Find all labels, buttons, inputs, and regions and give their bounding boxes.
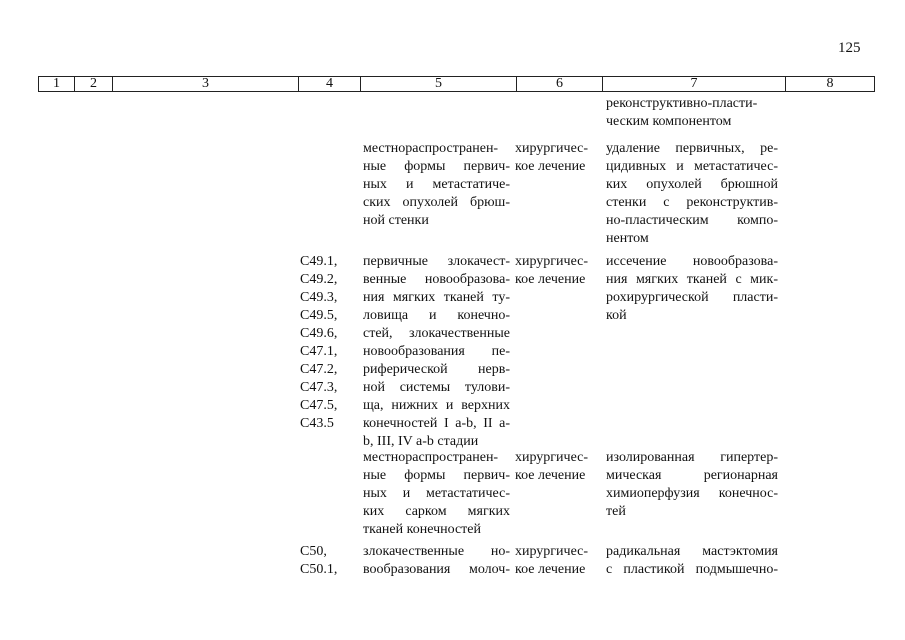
- header-col-1: 1: [39, 77, 75, 91]
- row-2-icd-codes: C49.1, C49.2, C49.3, C49.5, C49.6, C47.1, C47.2, C47.3, C47.5, C43.5: [300, 254, 338, 431]
- row-1-treatment-type: хирургичес- кое лечение: [515, 141, 589, 174]
- row-3-treatment-method: изолированная гипертер- мическая регионарная химиоперфузия конечнос- тей: [606, 450, 778, 519]
- row-4-treatment-method: радикальная мастэктомия с пластикой подмышечно-: [606, 544, 778, 577]
- header-col-6: 6: [517, 77, 603, 91]
- page-number: 125: [838, 40, 861, 56]
- row-4-diagnosis: злокачественные но- вообразования молоч-: [363, 544, 510, 577]
- row-2-diagnosis: первичные злокачест- венные новообразова- ния мягких тканей ту- ловища и конечно- стей, злокачественные новообразования пе- риферической нерв- ной системы тулови- ща, нижних и верхних конечностей I a-b, II a- b, III, IV a-b стадии: [363, 254, 510, 449]
- row-3-diagnosis: местнораспространен- ные формы первич- ных и метастатичес- ких сарком мягких тканей конечностей: [363, 450, 510, 537]
- row-4-icd-codes: C50, C50.1,: [300, 544, 338, 577]
- row-4-treatment-type: хирургичес- кое лечение: [515, 544, 589, 577]
- header-col-8: 8: [826, 76, 834, 91]
- table-header: [38, 76, 875, 92]
- header-col-7: 7: [603, 77, 786, 91]
- row-2-treatment-method: иссечение новообразова- ния мягких тканей с мик- рохирургической пласти- кой: [606, 254, 778, 323]
- header-col-5: 5: [361, 77, 517, 91]
- header-col-4: 4: [299, 77, 361, 91]
- row-3-treatment-type: хирургичес- кое лечение: [515, 450, 589, 483]
- row-2-treatment-type: хирургичес- кое лечение: [515, 254, 589, 287]
- header-col-2: 2: [75, 77, 113, 91]
- header-col-3: 3: [113, 77, 299, 91]
- row-1-diagnosis: местнораспространен- ные формы первич- ных и метастатиче- ских опухолей брюш- ной стенки: [363, 141, 510, 228]
- row-0-treatment-method: реконструктивно-пласти- ческим компонентом: [606, 96, 758, 129]
- row-1-treatment-method: удаление первичных, ре- цидивных и метастатичес- ких опухолей брюшной стенки с реконструктив- но-пластическим компо- нентом: [606, 141, 778, 246]
